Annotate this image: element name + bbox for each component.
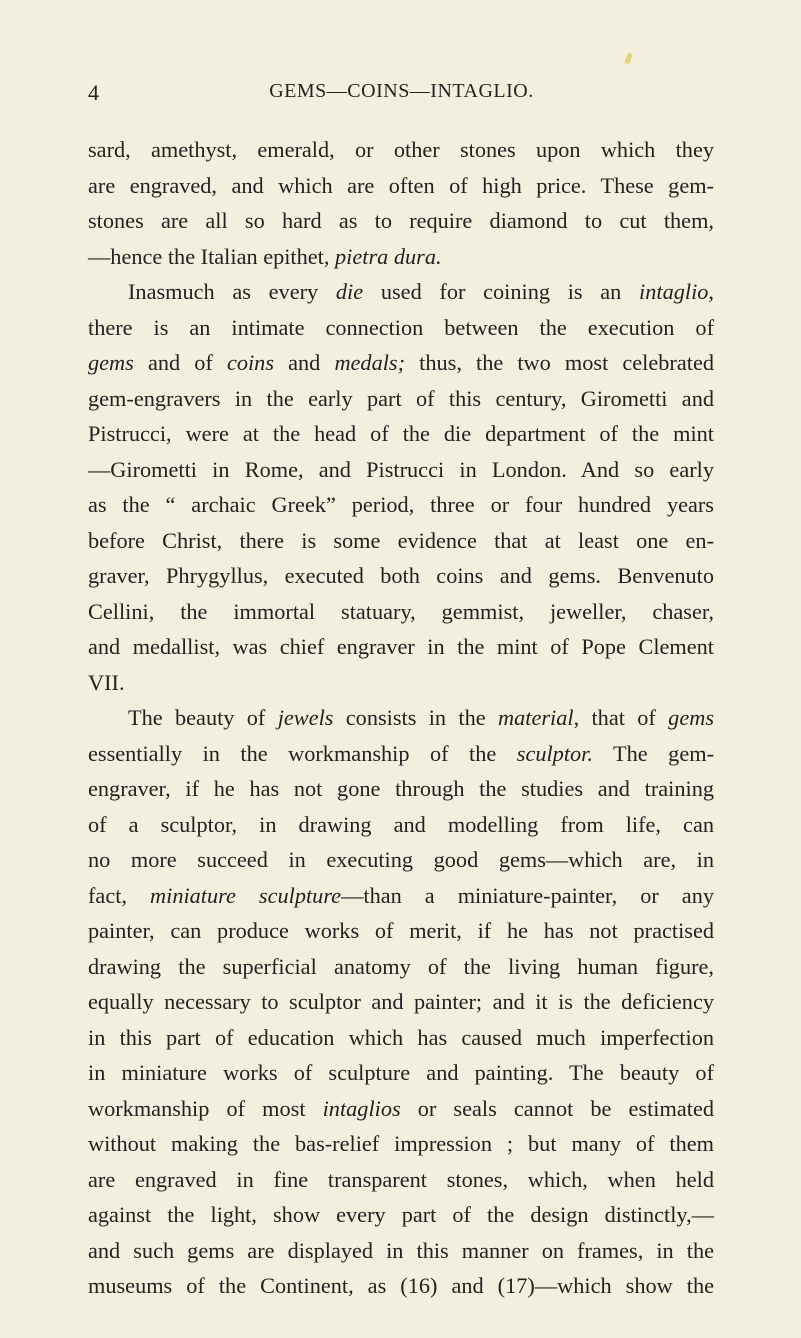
text-run: graver, Phrygyllus, executed both coins and gems. Benvenuto bbox=[88, 563, 714, 588]
text-line bbox=[88, 345, 714, 381]
text-line bbox=[88, 203, 714, 239]
text-line bbox=[88, 487, 714, 523]
text-line bbox=[88, 771, 714, 807]
text-run: fact, bbox=[88, 882, 151, 908]
text-run: equally necessary to sculptor and painter; and it is the deficiency bbox=[88, 989, 714, 1014]
text-line bbox=[88, 1126, 714, 1162]
text-run: Inasmuch as every bbox=[128, 279, 336, 304]
italic-text: medals; bbox=[334, 350, 406, 375]
text-line bbox=[88, 878, 714, 914]
italic-text: intaglios bbox=[322, 1095, 401, 1121]
text-line bbox=[88, 1268, 714, 1304]
text-run: painter, can produce works of merit, if he has not practised bbox=[88, 918, 714, 943]
text-run: essentially in the workmanship of the bbox=[88, 740, 517, 766]
text-line bbox=[88, 381, 714, 417]
text-line bbox=[88, 842, 714, 878]
text-line bbox=[88, 949, 714, 985]
text-run: , that of bbox=[573, 705, 669, 730]
text-run: The gem- bbox=[592, 740, 714, 766]
text-run: drawing the superficial anatomy of the living human figure, bbox=[88, 953, 714, 979]
text-line bbox=[88, 168, 714, 204]
text-run: VII. bbox=[88, 669, 125, 695]
text-run: there is an intimate connection between the execution of bbox=[88, 314, 714, 340]
text-run: museums of the Continent, as (16) and (17)—which show the bbox=[88, 1273, 714, 1298]
text-line bbox=[88, 1055, 714, 1091]
text-line bbox=[88, 132, 714, 168]
text-run: and of bbox=[133, 350, 227, 375]
text-line bbox=[88, 1197, 714, 1233]
page-header bbox=[88, 80, 715, 110]
text-run: in miniature works of sculpture and painting. The beauty of bbox=[88, 1060, 714, 1085]
text-run: —Girometti in Rome, and Pistrucci in London. And so early bbox=[88, 456, 714, 482]
text-run: sard, amethyst, emerald, or other stones upon which they bbox=[88, 137, 714, 162]
text-line bbox=[88, 1091, 714, 1127]
text-line bbox=[88, 274, 714, 310]
text-line bbox=[88, 736, 714, 772]
text-run: The beauty of bbox=[128, 705, 278, 730]
text-line bbox=[88, 629, 714, 665]
text-run: and bbox=[274, 350, 335, 375]
text-run: consists in the bbox=[333, 705, 498, 730]
text-line bbox=[88, 984, 714, 1020]
italic-text: sculptor. bbox=[516, 740, 593, 766]
text-run: no more succeed in executing good gems—which are, in bbox=[88, 847, 714, 872]
text-line bbox=[88, 310, 714, 346]
text-line bbox=[88, 523, 714, 559]
text-run: Pistrucci, were at the head of the die department of the mint bbox=[88, 421, 714, 446]
text-run: —than a miniature-painter, or any bbox=[341, 882, 714, 908]
italic-text: intaglio bbox=[639, 279, 709, 304]
text-line bbox=[88, 1020, 714, 1056]
text-run: gem-engravers in the early part of this century, Girometti and bbox=[88, 385, 714, 411]
text-run: engraver, if he has not gone through the studies and training bbox=[88, 776, 714, 801]
text-line bbox=[88, 913, 714, 949]
text-line bbox=[88, 558, 714, 594]
running-title: GEMS—COINS—INTAGLIO. bbox=[269, 80, 534, 102]
text-line bbox=[88, 1233, 714, 1269]
text-run: —hence the Italian epithet, bbox=[88, 243, 336, 269]
italic-text: gems bbox=[88, 350, 134, 375]
text-line bbox=[88, 239, 714, 275]
text-line bbox=[88, 700, 714, 736]
italic-text: coins bbox=[226, 350, 275, 375]
text-line bbox=[88, 594, 714, 630]
text-line bbox=[88, 665, 714, 701]
ink-blot bbox=[624, 52, 633, 64]
text-run: or seals cannot be estimated bbox=[400, 1095, 714, 1121]
text-line bbox=[88, 416, 714, 452]
italic-text: gems bbox=[668, 705, 714, 730]
italic-text: die bbox=[335, 279, 364, 304]
text-line bbox=[88, 452, 714, 488]
text-run: before Christ, there is some evidence that at least one en- bbox=[88, 527, 714, 553]
page-number: 4 bbox=[88, 80, 100, 105]
italic-text: material bbox=[498, 705, 574, 730]
text-run: of a sculptor, in drawing and modelling from life, can bbox=[88, 811, 714, 837]
text-run: used for coining is an bbox=[363, 279, 640, 304]
text-run: Cellini, the immortal statuary, gemmist, jeweller, chaser, bbox=[88, 598, 714, 624]
body-text bbox=[88, 132, 714, 1304]
text-run: without making the bas-relief impression ; but many of them bbox=[88, 1131, 714, 1156]
text-line bbox=[88, 1162, 714, 1198]
text-run: as the “ archaic Greek” period, three or four hundred years bbox=[88, 492, 714, 517]
text-run: thus, the two most celebrated bbox=[405, 350, 714, 375]
text-run: in this part of education which has caused much imperfection bbox=[88, 1024, 714, 1050]
text-run: are engraved, and which are often of high price. These gem- bbox=[88, 172, 714, 198]
text-line bbox=[88, 807, 714, 843]
text-run: are engraved in fine transparent stones, which, when held bbox=[88, 1166, 714, 1192]
text-run: against the light, show every part of the design distinctly,— bbox=[88, 1202, 714, 1227]
text-run: workmanship of most bbox=[88, 1095, 323, 1121]
italic-text: pietra dura. bbox=[335, 243, 442, 269]
text-run: and medallist, was chief engraver in the mint of Pope Clement bbox=[88, 634, 714, 659]
text-run: and such gems are displayed in this manner on frames, in the bbox=[88, 1237, 714, 1263]
text-run: stones are all so hard as to require diamond to cut them, bbox=[88, 208, 714, 233]
text-run: , bbox=[708, 279, 714, 304]
italic-text: miniature sculpture bbox=[150, 882, 342, 908]
italic-text: jewels bbox=[277, 705, 334, 730]
